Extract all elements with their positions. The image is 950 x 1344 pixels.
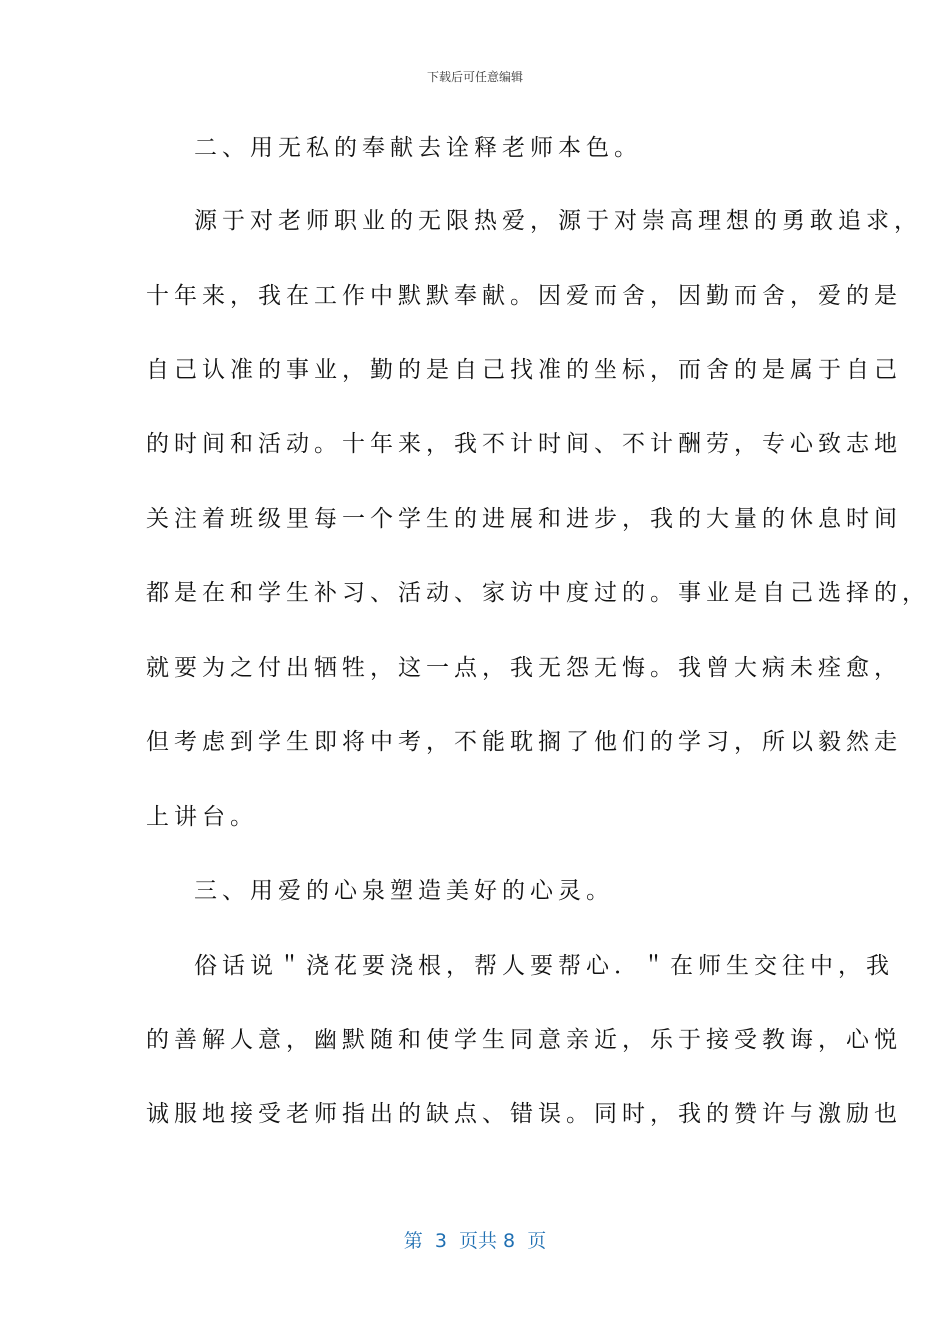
paragraph-line: 上讲台。 [146,804,258,830]
page-header-note: 下载后可任意编辑 [426,70,523,84]
paragraph-line: 自己认准的事业，勤的是自己找准的坐标，而舍的是属于自己 [146,357,902,383]
paragraph-line: 诚服地接受老师指出的缺点、错误。同时，我的赞许与激励也 [146,1101,902,1127]
section-heading-3: 三、用爱的心泉塑造美好的心灵。 [194,878,614,904]
paragraph-line: 但考虑到学生即将中考，不能耽搁了他们的学习，所以毅然走 [146,729,902,755]
paragraph-line: 俗话说＂浇花要浇根，帮人要帮心．＂在师生交往中，我 [194,953,894,979]
paragraph-line: 源于对老师职业的无限热爱，源于对崇高理想的勇敢追求， [194,208,922,234]
paragraph-line: 的善解人意，幽默随和使学生同意亲近，乐于接受教诲，心悦 [146,1027,902,1053]
paragraph-line: 都是在和学生补习、活动、家访中度过的。事业是自己选择的， [146,580,930,606]
paragraph-line: 十年来，我在工作中默默奉献。因爱而舍，因勤而舍，爱的是 [146,283,902,309]
paragraph-line: 就要为之付出牺牲，这一点，我无怨无悔。我曾大病未痊愈， [146,655,902,681]
paragraph-line: 关注着班级里每一个学生的进展和进步，我的大量的休息时间 [146,506,902,532]
section-heading-2: 二、用无私的奉献去诠释老师本色。 [194,135,642,161]
page-number-footer: 第 3 页共 8 页 [403,1230,547,1252]
paragraph-line: 的时间和活动。十年来，我不计时间、不计酬劳，专心致志地 [146,431,902,457]
